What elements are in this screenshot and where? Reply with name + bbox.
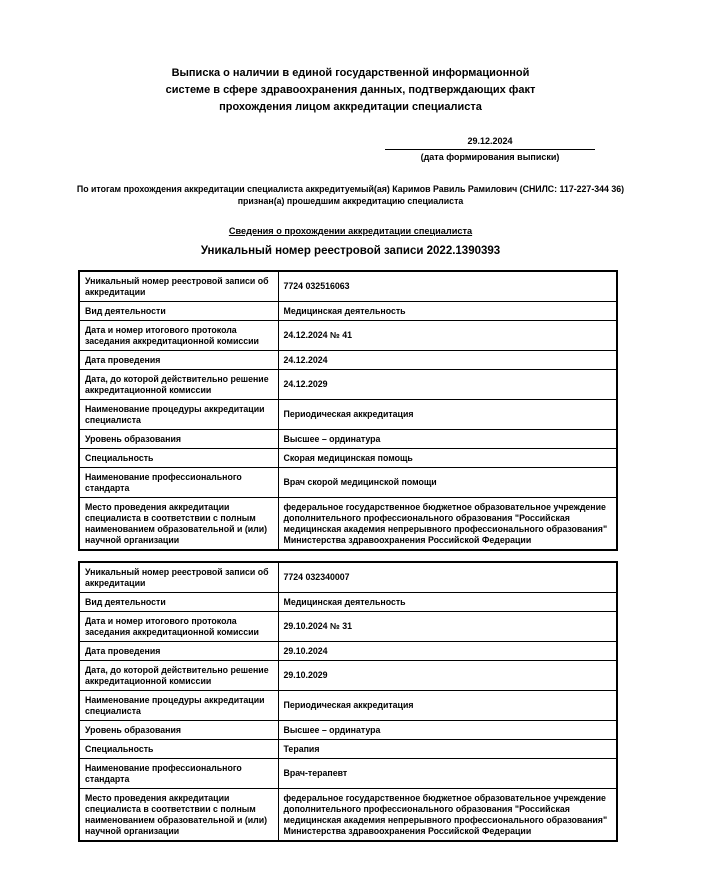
row-value: 7724 032340007 [278, 562, 617, 593]
section-heading: Сведения о прохождении аккредитации специалиста [228, 226, 473, 236]
table-row [79, 351, 617, 370]
table-row [79, 562, 617, 593]
document-title [0, 65, 701, 116]
row-label: Дата, до которой действительно решение аккредитационной комиссии [79, 370, 278, 400]
table-row [79, 593, 617, 612]
table-row [79, 498, 617, 551]
document-title-line-3: прохождения лицом аккредитации специалиста [219, 101, 482, 113]
row-value: Медицинская деятельность [278, 302, 617, 321]
table-row [79, 612, 617, 642]
row-label: Специальность [79, 740, 278, 759]
table-row [79, 370, 617, 400]
row-label: Дата и номер итогового протокола заседания аккредитационной комиссии [79, 321, 278, 351]
row-label: Наименование процедуры аккредитации специалиста [79, 691, 278, 721]
row-value: Врач-терапевт [278, 759, 617, 789]
row-label: Место проведения аккредитации специалиста в соответствии с полным наименованием образовательной и (или) научной организации [79, 789, 278, 842]
formation-date-block [385, 136, 595, 163]
table-row [79, 430, 617, 449]
row-value: 24.12.2029 [278, 370, 617, 400]
row-label: Уникальный номер реестровой записи об аккредитации [79, 271, 278, 302]
row-label: Вид деятельности [79, 593, 278, 612]
table-row [79, 661, 617, 691]
row-value: Терапия [278, 740, 617, 759]
table-row [79, 759, 617, 789]
table-row [79, 789, 617, 842]
row-value: Медицинская деятельность [278, 593, 617, 612]
row-label: Дата и номер итогового протокола заседания аккредитационной комиссии [79, 612, 278, 642]
formation-date-caption: (дата формирования выписки) [420, 152, 560, 162]
row-label: Уникальный номер реестровой записи об аккредитации [79, 562, 278, 593]
row-label: Дата проведения [79, 351, 278, 370]
document-title-line-1: Выписка о наличии в единой государственной информационной [171, 67, 530, 79]
table-row [79, 740, 617, 759]
accreditation-record-table-2 [78, 561, 618, 842]
intro-paragraph: По итогам прохождения аккредитации специалиста аккредитуемый(ая) Каримов Равиль Рамилович (СНИЛС: 117-227-344 36) признан(а) прошедшим аккредитацию специалиста [76, 184, 625, 206]
row-label: Наименование профессионального стандарта [79, 759, 278, 789]
row-value: 29.10.2029 [278, 661, 617, 691]
table-row [79, 642, 617, 661]
table-row [79, 400, 617, 430]
row-value: федеральное государственное бюджетное образовательное учреждение дополнительного профессионального образования "Российская медицинская академия непрерывного профессионального образования" Министерства здравоохранения Российской Федерации [278, 789, 617, 842]
row-label: Специальность [79, 449, 278, 468]
document-title-line-2: системе в сфере здравоохранения данных, подтверждающих факт [165, 84, 536, 96]
table-row [79, 302, 617, 321]
row-value: 24.12.2024 № 41 [278, 321, 617, 351]
row-value: 29.10.2024 № 31 [278, 612, 617, 642]
row-value: 29.10.2024 [278, 642, 617, 661]
registry-record-heading: Уникальный номер реестровой записи 2022.1390393 [200, 245, 501, 257]
accreditation-record-table-1 [78, 270, 618, 551]
row-value: Высшее – ординатура [278, 430, 617, 449]
formation-date-value: 29.12.2024 [385, 136, 595, 150]
row-value: Высшее – ординатура [278, 721, 617, 740]
row-label: Уровень образования [79, 430, 278, 449]
row-label: Наименование процедуры аккредитации специалиста [79, 400, 278, 430]
row-value: Периодическая аккредитация [278, 691, 617, 721]
row-label: Наименование профессионального стандарта [79, 468, 278, 498]
table-row [79, 449, 617, 468]
row-value: Периодическая аккредитация [278, 400, 617, 430]
table-row [79, 468, 617, 498]
row-value: Скорая медицинская помощь [278, 449, 617, 468]
table-row [79, 721, 617, 740]
row-value: федеральное государственное бюджетное образовательное учреждение дополнительного профессионального образования "Российская медицинская академия непрерывного профессионального образования" Министерства здравоохранения Российской Федерации [278, 498, 617, 551]
table-row [79, 691, 617, 721]
accreditation-record-table-1-body [79, 271, 617, 550]
table-row [79, 321, 617, 351]
row-label: Дата проведения [79, 642, 278, 661]
row-label: Дата, до которой действительно решение аккредитационной комиссии [79, 661, 278, 691]
row-label: Место проведения аккредитации специалиста в соответствии с полным наименованием образовательной и (или) научной организации [79, 498, 278, 551]
row-label: Вид деятельности [79, 302, 278, 321]
row-label: Уровень образования [79, 721, 278, 740]
accreditation-record-table-2-body [79, 562, 617, 841]
row-value: Врач скорой медицинской помощи [278, 468, 617, 498]
row-value: 7724 032516063 [278, 271, 617, 302]
table-row [79, 271, 617, 302]
row-value: 24.12.2024 [278, 351, 617, 370]
